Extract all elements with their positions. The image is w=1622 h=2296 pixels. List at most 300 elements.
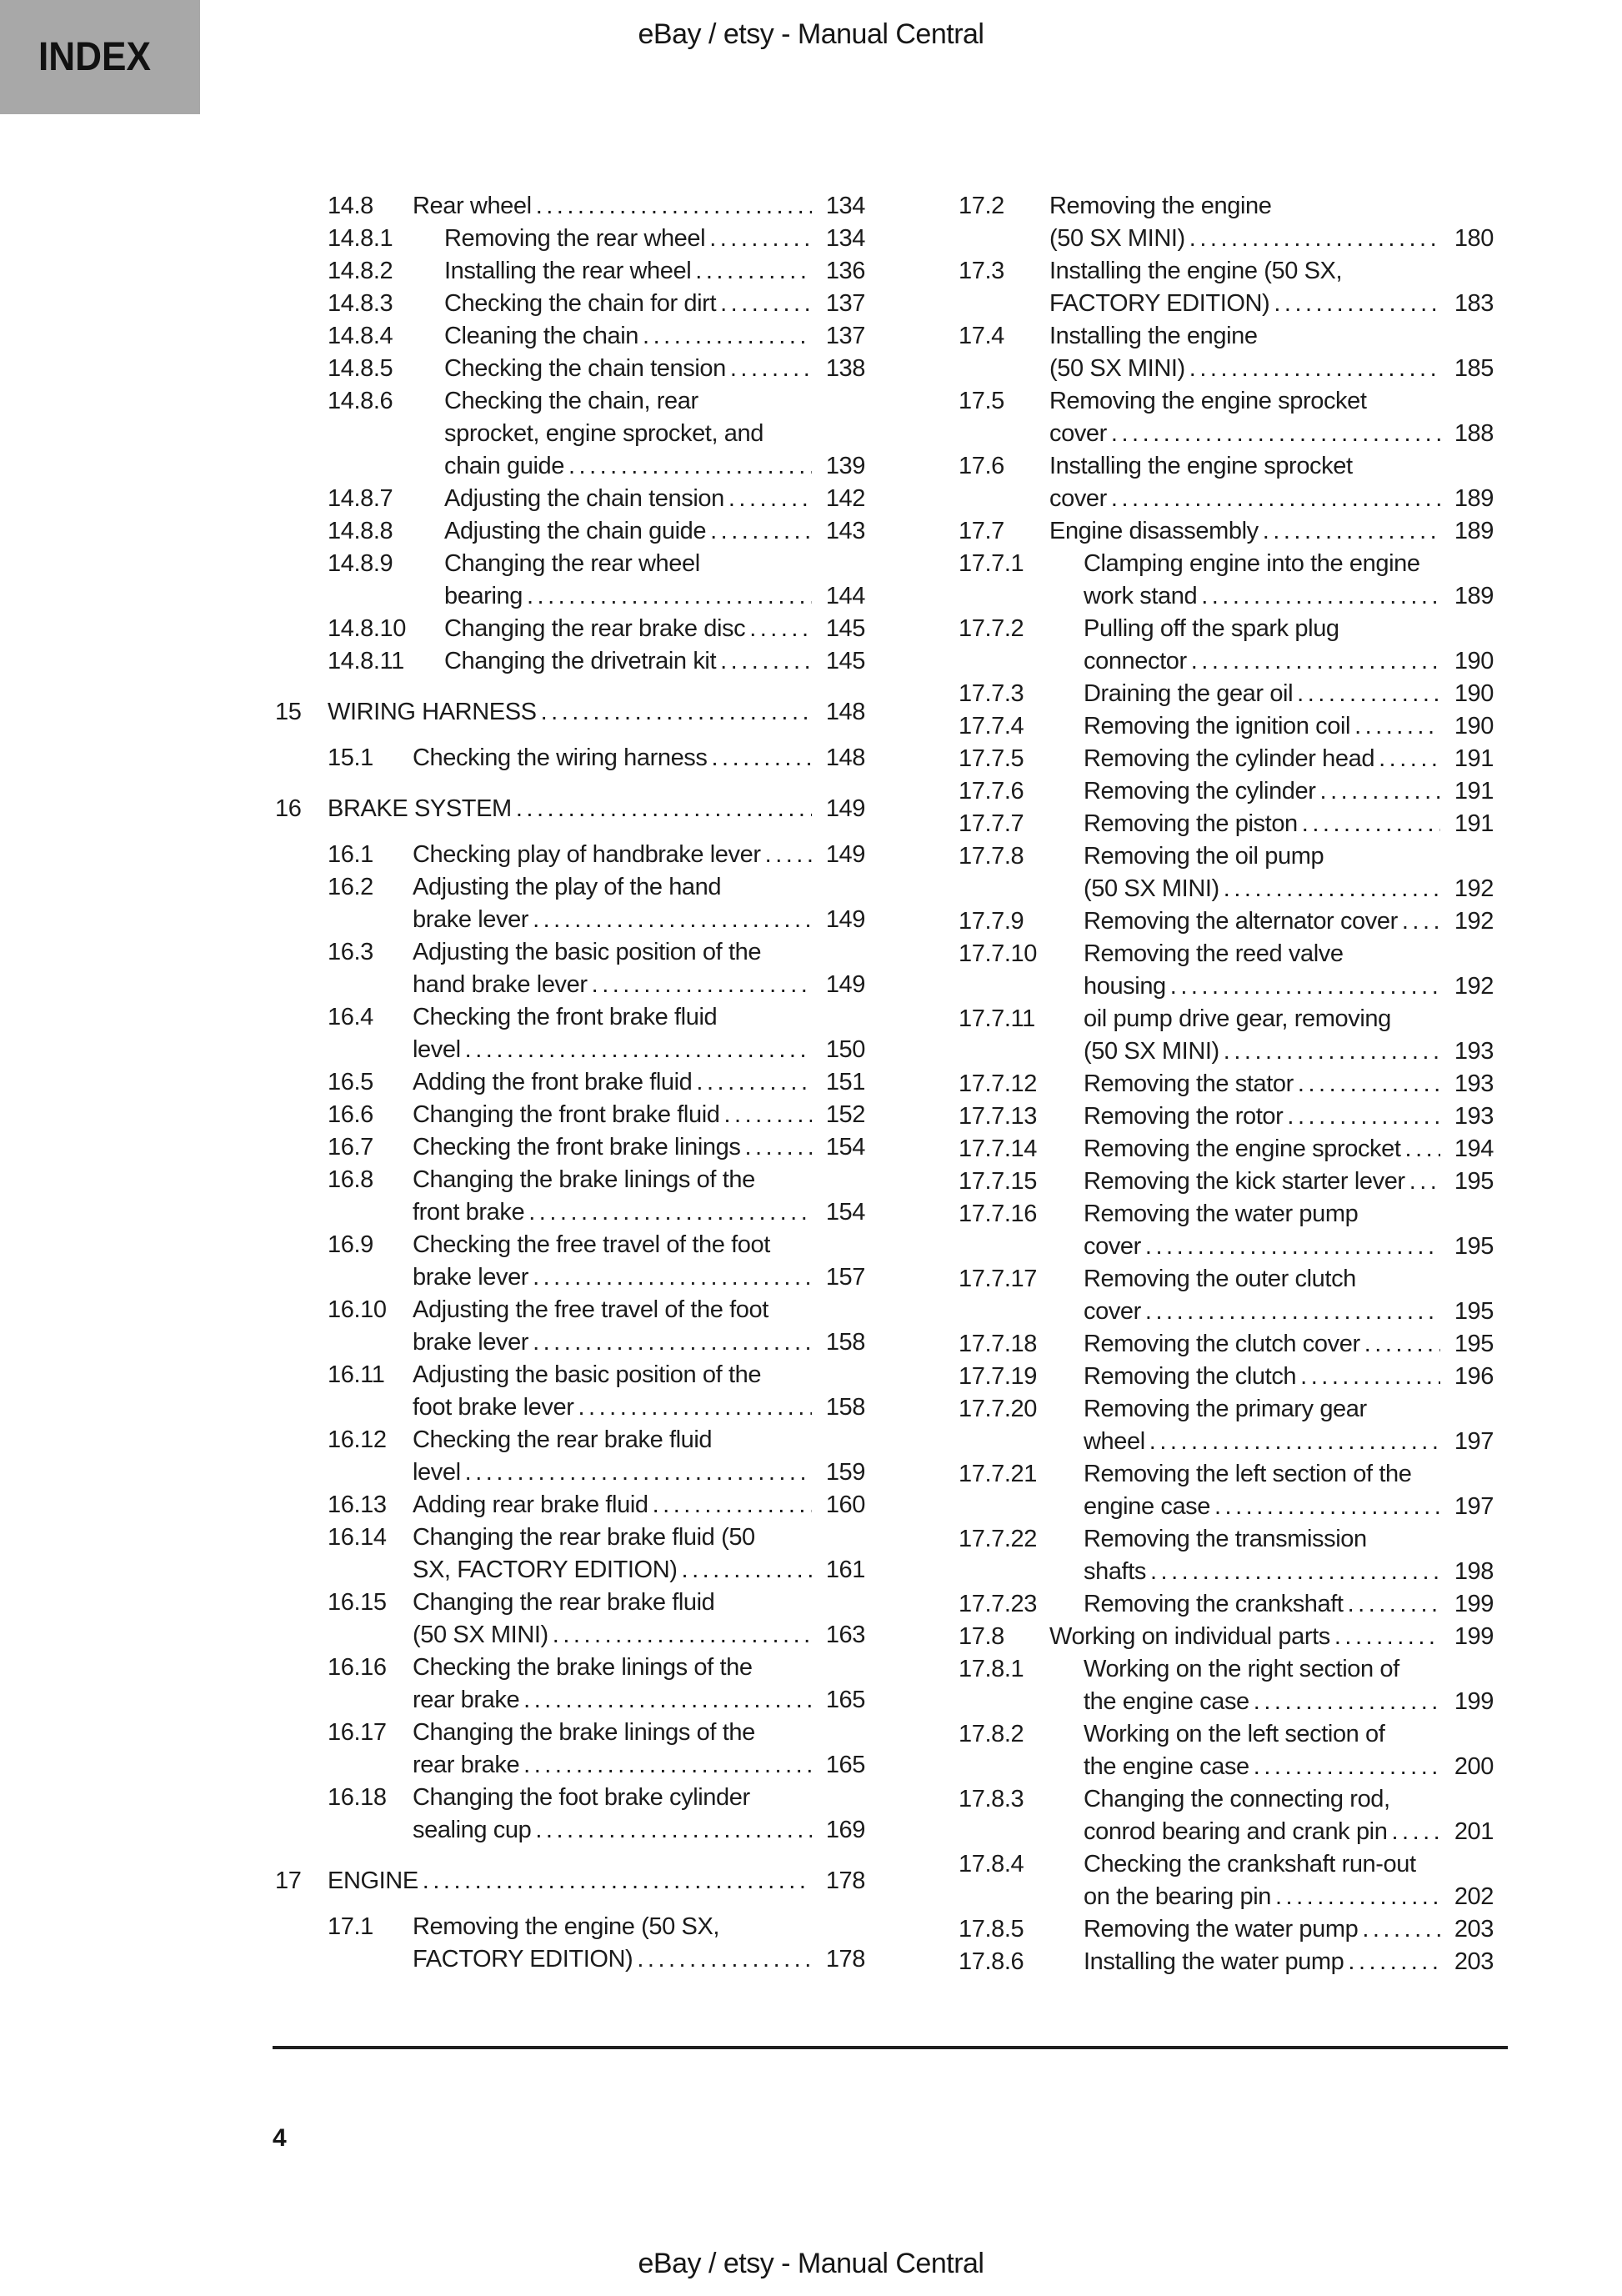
dot-leader bbox=[516, 793, 812, 825]
entry-title-line: Removing the piston bbox=[1084, 810, 1298, 837]
toc-entry bbox=[275, 190, 865, 223]
toc-entry bbox=[275, 1066, 865, 1099]
entry-title-line: Working on the left section of bbox=[1084, 1721, 1385, 1747]
entry-title-line: work stand bbox=[1084, 583, 1198, 609]
toc-entry bbox=[959, 1198, 1494, 1263]
entry-title-line: Removing the cylinder bbox=[1084, 778, 1316, 805]
footer-title: eBay / etsy - Manual Central bbox=[638, 2248, 984, 2279]
toc-entry bbox=[275, 696, 865, 729]
toc-entry bbox=[959, 938, 1494, 1003]
entry-title-line: Installing the rear wheel bbox=[444, 258, 692, 284]
entry-title-line: Checking the chain tension bbox=[444, 355, 726, 382]
entry-number: 14.8 bbox=[328, 193, 373, 219]
dot-leader bbox=[1298, 1068, 1440, 1100]
entry-title-line: Removing the clutch cover bbox=[1084, 1331, 1360, 1357]
entry-title-line: rear brake bbox=[413, 1752, 520, 1778]
entry-number: 16.3 bbox=[328, 939, 373, 965]
entry-title-line: Installing the engine bbox=[1049, 323, 1258, 349]
entry-title-line: Checking play of handbrake lever bbox=[413, 841, 761, 868]
entry-number: 17.7.14 bbox=[959, 1135, 1037, 1162]
entry-page-number: 195 bbox=[1454, 1331, 1494, 1357]
footer-divider bbox=[273, 2046, 1508, 2049]
toc-entry bbox=[275, 1652, 865, 1717]
entry-number: 16.14 bbox=[328, 1524, 387, 1551]
entry-title-line: the engine case bbox=[1084, 1688, 1249, 1715]
entry-number: 17.7.19 bbox=[959, 1363, 1037, 1390]
entry-title-line: FACTORY EDITION) bbox=[413, 1946, 633, 1973]
entry-number: 17.7.6 bbox=[959, 778, 1024, 805]
entry-number: 16.13 bbox=[328, 1491, 387, 1518]
toc-entry bbox=[275, 1164, 865, 1229]
dot-leader bbox=[720, 645, 812, 678]
dot-leader bbox=[1201, 580, 1440, 613]
entry-page-number: 202 bbox=[1454, 1883, 1494, 1910]
entry-number: 17.7.15 bbox=[959, 1168, 1037, 1195]
dot-leader bbox=[1297, 678, 1440, 710]
entry-title-line: Changing the front brake fluid bbox=[413, 1101, 720, 1128]
toc-entry bbox=[275, 385, 865, 483]
dot-leader bbox=[533, 1326, 812, 1359]
entry-title-line: Working on the right section of bbox=[1084, 1656, 1399, 1682]
entry-title-line: Checking the front brake linings bbox=[413, 1134, 741, 1161]
entry-number: 14.8.1 bbox=[328, 225, 393, 252]
entry-title-line: Engine disassembly bbox=[1049, 518, 1259, 544]
entry-title-line: Removing the transmission bbox=[1084, 1526, 1367, 1552]
entry-page-number: 152 bbox=[825, 1101, 865, 1128]
entry-number: 17.7.16 bbox=[959, 1201, 1037, 1227]
entry-title-line: foot brake lever bbox=[413, 1394, 574, 1421]
entry-title-line: Checking the chain for dirt bbox=[444, 290, 717, 317]
entry-page-number: 195 bbox=[1454, 1233, 1494, 1260]
dot-leader bbox=[1391, 1816, 1440, 1848]
entry-number: 17.7.11 bbox=[959, 1005, 1035, 1032]
entry-page-number: 148 bbox=[825, 699, 865, 725]
entry-page-number: 203 bbox=[1454, 1916, 1494, 1943]
entry-title-line: Removing the alternator cover bbox=[1084, 908, 1398, 935]
entry-title-line: Removing the rear wheel bbox=[444, 225, 706, 252]
dot-leader bbox=[643, 320, 812, 353]
toc-entry bbox=[959, 385, 1494, 450]
dot-leader bbox=[1189, 223, 1440, 255]
toc-entry bbox=[959, 1458, 1494, 1523]
toc-entry bbox=[959, 840, 1494, 905]
entry-page-number: 199 bbox=[1454, 1688, 1494, 1715]
entry-number: 17.7.3 bbox=[959, 680, 1024, 707]
entry-title-line: Working on individual parts bbox=[1049, 1623, 1330, 1650]
dot-leader bbox=[1274, 288, 1440, 320]
entry-title-line: Changing the foot brake cylinder bbox=[413, 1784, 750, 1811]
entry-number: 16 bbox=[275, 795, 302, 822]
dot-leader bbox=[1348, 1946, 1440, 1978]
dot-leader bbox=[1354, 710, 1440, 743]
dot-leader bbox=[710, 515, 812, 548]
dot-leader bbox=[465, 1034, 812, 1066]
entry-title-line: shafts bbox=[1084, 1558, 1146, 1585]
entry-number: 17.7.13 bbox=[959, 1103, 1037, 1130]
dot-leader bbox=[592, 969, 812, 1001]
entry-title-line: Checking the wiring harness bbox=[413, 744, 708, 771]
dot-leader bbox=[765, 839, 812, 871]
dot-leader bbox=[696, 1066, 812, 1099]
dot-leader bbox=[527, 580, 812, 613]
dot-leader bbox=[1224, 1035, 1440, 1068]
entry-title-line: engine case bbox=[1084, 1493, 1210, 1520]
toc-entry bbox=[959, 515, 1494, 548]
toc-entry bbox=[959, 1523, 1494, 1588]
entry-number: 17.7.9 bbox=[959, 908, 1024, 935]
dot-leader bbox=[1364, 1328, 1440, 1361]
entry-number: 16.12 bbox=[328, 1426, 387, 1453]
entry-page-number: 158 bbox=[825, 1329, 865, 1356]
entry-page-number: 189 bbox=[1454, 485, 1494, 512]
entry-page-number: 195 bbox=[1454, 1298, 1494, 1325]
entry-page-number: 163 bbox=[825, 1622, 865, 1648]
toc-entry bbox=[275, 1489, 865, 1521]
entry-title-line: Installing the engine (50 SX, bbox=[1049, 258, 1343, 284]
entry-title-line: Rear wheel bbox=[413, 193, 532, 219]
toc-entry bbox=[275, 515, 865, 548]
toc-entry bbox=[275, 1424, 865, 1489]
entry-title-line: brake lever bbox=[413, 906, 529, 933]
entry-title-line: Changing the connecting rod, bbox=[1084, 1786, 1390, 1812]
entry-page-number: 196 bbox=[1454, 1363, 1494, 1390]
entry-page-number: 185 bbox=[1454, 355, 1494, 382]
entry-title-line: SX, FACTORY EDITION) bbox=[413, 1557, 678, 1583]
entry-title-line: Adjusting the chain guide bbox=[444, 518, 707, 544]
toc-entry bbox=[959, 1718, 1494, 1783]
entry-title-line: Clamping engine into the engine bbox=[1084, 550, 1420, 577]
entry-title-line: conrod bearing and crank pin bbox=[1084, 1818, 1388, 1845]
entry-number: 16.7 bbox=[328, 1134, 373, 1161]
toc-entry bbox=[275, 1001, 865, 1066]
entry-number: 17.7.1 bbox=[959, 550, 1024, 577]
entry-page-number: 157 bbox=[825, 1264, 865, 1291]
entry-number: 16.5 bbox=[328, 1069, 373, 1095]
dot-leader bbox=[1348, 1588, 1440, 1621]
entry-title-line: Installing the water pump bbox=[1084, 1948, 1344, 1975]
entry-number: 17.7.12 bbox=[959, 1070, 1037, 1097]
index-label: INDEX bbox=[38, 35, 151, 79]
entry-title-line: Changing the drivetrain kit bbox=[444, 648, 717, 674]
entry-number: 17.8.1 bbox=[959, 1656, 1024, 1682]
entry-page-number: 154 bbox=[825, 1199, 865, 1226]
entry-title-line: (50 SX MINI) bbox=[1049, 355, 1185, 382]
entry-page-number: 180 bbox=[1454, 225, 1494, 252]
dot-leader bbox=[1191, 645, 1440, 678]
entry-title-line: Removing the oil pump bbox=[1084, 843, 1324, 870]
toc-entry bbox=[275, 793, 865, 825]
entry-number: 17.2 bbox=[959, 193, 1004, 219]
dot-leader bbox=[1189, 353, 1440, 385]
entry-page-number: 192 bbox=[1454, 973, 1494, 1000]
dot-leader bbox=[1111, 418, 1440, 450]
toc-entry bbox=[275, 320, 865, 353]
entry-title-line: BRAKE SYSTEM bbox=[328, 795, 512, 822]
entry-page-number: 200 bbox=[1454, 1753, 1494, 1780]
toc-entry bbox=[959, 1133, 1494, 1166]
entry-title-line: Adjusting the play of the hand bbox=[413, 874, 722, 900]
entry-number: 16.15 bbox=[328, 1589, 387, 1616]
entry-title-line: rear brake bbox=[413, 1687, 520, 1713]
entry-title-line: level bbox=[413, 1036, 461, 1063]
entry-number: 17.6 bbox=[959, 453, 1004, 479]
toc-entry bbox=[959, 1653, 1494, 1718]
entry-page-number: 193 bbox=[1454, 1038, 1494, 1065]
dot-leader bbox=[578, 1391, 813, 1424]
entry-title-line: Checking the rear brake fluid bbox=[413, 1426, 713, 1453]
entry-page-number: 199 bbox=[1454, 1623, 1494, 1650]
dot-leader bbox=[709, 223, 812, 255]
toc-entry bbox=[959, 678, 1494, 710]
toc-entry bbox=[959, 1783, 1494, 1848]
dot-leader bbox=[1402, 905, 1440, 938]
entry-number: 14.8.2 bbox=[328, 258, 393, 284]
dot-leader bbox=[1320, 775, 1440, 808]
entry-title-line: Removing the stator bbox=[1084, 1070, 1294, 1097]
entry-number: 16.9 bbox=[328, 1231, 373, 1258]
toc-entry bbox=[275, 255, 865, 288]
entry-title-line: Removing the water pump bbox=[1084, 1916, 1359, 1943]
entry-page-number: 195 bbox=[1454, 1168, 1494, 1195]
dot-leader bbox=[1334, 1621, 1440, 1653]
entry-number: 17.7.18 bbox=[959, 1331, 1037, 1357]
entry-title-line: Changing the rear brake disc bbox=[444, 615, 746, 642]
entry-number: 17.7.23 bbox=[959, 1591, 1037, 1617]
entry-title-line: housing bbox=[1084, 973, 1166, 1000]
toc-entry bbox=[275, 1099, 865, 1131]
toc-entry bbox=[959, 1003, 1494, 1068]
toc-entry bbox=[275, 871, 865, 936]
dot-leader bbox=[1150, 1556, 1440, 1588]
entry-title-line: Checking the brake linings of the bbox=[413, 1654, 753, 1681]
entry-title-line: Changing the rear brake fluid (50 bbox=[413, 1524, 755, 1551]
entry-title-line: Removing the engine sprocket bbox=[1084, 1135, 1401, 1162]
entry-page-number: 149 bbox=[825, 841, 865, 868]
footer-page-number: 4 bbox=[273, 2124, 287, 2152]
entry-number: 14.8.6 bbox=[328, 388, 393, 414]
entry-title-line: cover bbox=[1084, 1298, 1141, 1325]
toc-entry bbox=[275, 483, 865, 515]
dot-leader bbox=[1409, 1166, 1440, 1198]
entry-title-line: Changing the rear wheel bbox=[444, 550, 700, 577]
entry-title-line: Removing the water pump bbox=[1084, 1201, 1359, 1227]
entry-page-number: 148 bbox=[825, 744, 865, 771]
entry-title-line: Removing the rotor bbox=[1084, 1103, 1284, 1130]
entry-title-line: Removing the engine (50 SX, bbox=[413, 1913, 720, 1940]
entry-title-line: Checking the free travel of the foot bbox=[413, 1231, 770, 1258]
dot-leader bbox=[1254, 1686, 1440, 1718]
dot-leader bbox=[723, 1099, 812, 1131]
dot-leader bbox=[712, 742, 813, 775]
entry-title-line: Adjusting the basic position of the bbox=[413, 1361, 762, 1388]
dot-leader bbox=[1224, 873, 1440, 905]
entry-number: 17.7.17 bbox=[959, 1266, 1037, 1292]
entry-number: 14.8.4 bbox=[328, 323, 393, 349]
toc-entry bbox=[959, 1913, 1494, 1946]
dot-leader bbox=[523, 1749, 812, 1782]
dot-leader bbox=[637, 1943, 812, 1976]
entry-number: 16.8 bbox=[328, 1166, 373, 1193]
entry-title-line: bearing bbox=[444, 583, 523, 609]
entry-number: 14.8.5 bbox=[328, 355, 393, 382]
entry-title-line: cover bbox=[1049, 485, 1107, 512]
toc-entry bbox=[959, 1588, 1494, 1621]
entry-title-line: Adjusting the free travel of the foot bbox=[413, 1296, 768, 1323]
entry-title-line: Removing the reed valve bbox=[1084, 940, 1344, 967]
toc-entry bbox=[275, 613, 865, 645]
toc-entry bbox=[275, 548, 865, 613]
toc-entry bbox=[275, 839, 865, 871]
entry-page-number: 145 bbox=[825, 615, 865, 642]
toc-entry bbox=[959, 1393, 1494, 1458]
dot-leader bbox=[535, 1814, 812, 1847]
entry-title-line: Removing the kick starter lever bbox=[1084, 1168, 1405, 1195]
entry-number: 14.8.3 bbox=[328, 290, 393, 317]
entry-number: 17.8.3 bbox=[959, 1786, 1024, 1812]
dot-leader bbox=[465, 1456, 812, 1489]
entry-page-number: 144 bbox=[825, 583, 865, 609]
entry-page-number: 136 bbox=[825, 258, 865, 284]
entry-number: 17.7.4 bbox=[959, 713, 1024, 739]
entry-title-line: Checking the chain, rear bbox=[444, 388, 698, 414]
entry-title-line: FACTORY EDITION) bbox=[1049, 290, 1270, 317]
entry-title-line: Removing the engine sprocket bbox=[1049, 388, 1367, 414]
entry-number: 16.18 bbox=[328, 1784, 387, 1811]
dot-leader bbox=[749, 613, 812, 645]
entry-title-line: Removing the left section of the bbox=[1084, 1461, 1412, 1487]
dot-leader bbox=[695, 255, 812, 288]
entry-number: 15.1 bbox=[328, 744, 373, 771]
entry-page-number: 149 bbox=[825, 906, 865, 933]
entry-page-number: 178 bbox=[825, 1946, 865, 1973]
entry-page-number: 193 bbox=[1454, 1103, 1494, 1130]
dot-leader bbox=[1362, 1913, 1440, 1946]
toc-entry bbox=[275, 1911, 865, 1976]
toc-entry bbox=[275, 1717, 865, 1782]
toc-entry bbox=[275, 223, 865, 255]
entry-number: 17.1 bbox=[328, 1913, 373, 1940]
dot-leader bbox=[423, 1865, 812, 1897]
toc-entry bbox=[275, 1359, 865, 1424]
toc-entry bbox=[275, 936, 865, 1001]
dot-leader bbox=[1214, 1491, 1440, 1523]
entry-title-line: hand brake lever bbox=[413, 971, 588, 998]
entry-title-line: brake lever bbox=[413, 1264, 529, 1291]
entry-title-line: Cleaning the chain bbox=[444, 323, 639, 349]
entry-number: 17.3 bbox=[959, 258, 1004, 284]
entry-page-number: 134 bbox=[825, 193, 865, 219]
entry-title-line: Draining the gear oil bbox=[1084, 680, 1294, 707]
entry-page-number: 165 bbox=[825, 1687, 865, 1713]
entry-page-number: 197 bbox=[1454, 1428, 1494, 1455]
toc-entry bbox=[275, 1229, 865, 1294]
entry-title-line: the engine case bbox=[1084, 1753, 1249, 1780]
toc-entry bbox=[959, 905, 1494, 938]
entry-number: 14.8.9 bbox=[328, 550, 393, 577]
toc-entry bbox=[959, 548, 1494, 613]
toc-entry bbox=[275, 1294, 865, 1359]
entry-number: 14.8.11 bbox=[328, 648, 404, 674]
entry-number: 17.8 bbox=[959, 1623, 1004, 1650]
entry-number: 17.7.20 bbox=[959, 1396, 1037, 1422]
entry-title-line: Removing the cylinder head bbox=[1084, 745, 1375, 772]
entry-page-number: 190 bbox=[1454, 680, 1494, 707]
entry-title-line: brake lever bbox=[413, 1329, 529, 1356]
toc-entry bbox=[959, 1328, 1494, 1361]
dot-leader bbox=[528, 1196, 812, 1229]
header-title: eBay / etsy - Manual Central bbox=[638, 18, 984, 50]
entry-title-line: on the bearing pin bbox=[1084, 1883, 1271, 1910]
toc-entry bbox=[959, 1848, 1494, 1913]
entry-page-number: 201 bbox=[1454, 1818, 1494, 1845]
toc-entry bbox=[275, 1865, 865, 1897]
entry-page-number: 192 bbox=[1454, 875, 1494, 902]
entry-title-line: Checking the front brake fluid bbox=[413, 1004, 718, 1030]
toc-entry bbox=[959, 1100, 1494, 1133]
toc-entry bbox=[959, 1946, 1494, 1978]
toc-entry bbox=[959, 1361, 1494, 1393]
entry-page-number: 191 bbox=[1454, 778, 1494, 805]
entry-title-line: Adding the front brake fluid bbox=[413, 1069, 693, 1095]
dot-leader bbox=[568, 450, 812, 483]
dot-leader bbox=[720, 288, 812, 320]
entry-number: 17.8.5 bbox=[959, 1916, 1024, 1943]
entry-page-number: 198 bbox=[1454, 1558, 1494, 1585]
entry-number: 17.8.2 bbox=[959, 1721, 1024, 1747]
entry-number: 17.7.8 bbox=[959, 843, 1024, 870]
dot-leader bbox=[744, 1131, 812, 1164]
entry-page-number: 149 bbox=[825, 795, 865, 822]
entry-title-line: sprocket, engine sprocket, and bbox=[444, 420, 763, 447]
entry-number: 16.4 bbox=[328, 1004, 373, 1030]
entry-title-line: Changing the rear brake fluid bbox=[413, 1589, 715, 1616]
toc-entry bbox=[959, 255, 1494, 320]
dot-leader bbox=[653, 1489, 812, 1521]
entry-title-line: Removing the primary gear bbox=[1084, 1396, 1367, 1422]
entry-number: 17.7.10 bbox=[959, 940, 1037, 967]
entry-page-number: 189 bbox=[1454, 583, 1494, 609]
toc-entry bbox=[959, 450, 1494, 515]
dot-leader bbox=[1379, 743, 1440, 775]
entry-number: 14.8.10 bbox=[328, 615, 406, 642]
dot-leader bbox=[1275, 1881, 1440, 1913]
entry-title-line: Adjusting the chain tension bbox=[444, 485, 724, 512]
entry-number: 17.7.5 bbox=[959, 745, 1024, 772]
toc-entry bbox=[275, 645, 865, 678]
toc-entry bbox=[959, 743, 1494, 775]
entry-title-line: Adding rear brake fluid bbox=[413, 1491, 648, 1518]
entry-title-line: Removing the crankshaft bbox=[1084, 1591, 1344, 1617]
entry-page-number: 190 bbox=[1454, 648, 1494, 674]
dot-leader bbox=[1145, 1231, 1440, 1263]
entry-page-number: 188 bbox=[1454, 420, 1494, 447]
entry-page-number: 134 bbox=[825, 225, 865, 252]
entry-number: 16.1 bbox=[328, 841, 373, 868]
entry-page-number: 154 bbox=[825, 1134, 865, 1161]
dot-leader bbox=[728, 483, 812, 515]
entry-page-number: 142 bbox=[825, 485, 865, 512]
entry-title-line: sealing cup bbox=[413, 1817, 532, 1843]
dot-leader bbox=[1149, 1426, 1440, 1458]
dot-leader bbox=[1111, 483, 1440, 515]
entry-number: 17.7.22 bbox=[959, 1526, 1037, 1552]
entry-page-number: 194 bbox=[1454, 1135, 1494, 1162]
entry-number: 16.16 bbox=[328, 1654, 387, 1681]
entry-page-number: 193 bbox=[1454, 1070, 1494, 1097]
dot-leader bbox=[553, 1619, 812, 1652]
toc-entry bbox=[275, 1521, 865, 1587]
entry-title-line: Adjusting the basic position of the bbox=[413, 939, 762, 965]
